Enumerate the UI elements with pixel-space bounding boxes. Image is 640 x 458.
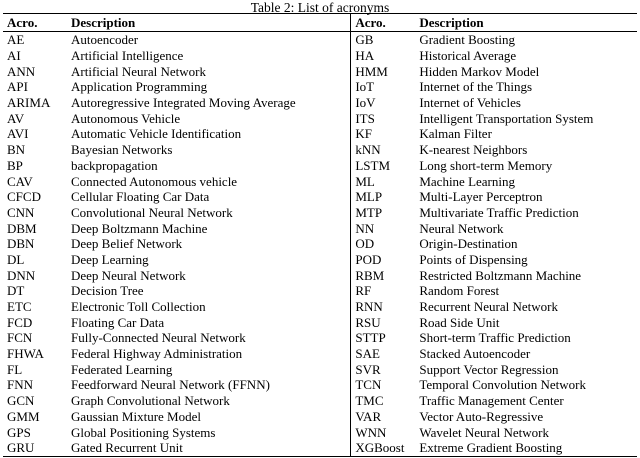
acronym-right: RNN: [355, 299, 383, 315]
description-right: Extreme Gradient Boosting: [419, 440, 563, 456]
table-row: [3, 409, 637, 425]
description-left: Bayesian Networks: [67, 142, 351, 158]
description-left: Automatic Vehicle Identification: [67, 126, 351, 142]
description-right: Recurrent Neural Network: [419, 299, 558, 315]
description-left: Electronic Toll Collection: [67, 299, 351, 315]
table-row: [3, 95, 637, 111]
description-left: Convolutional Neural Network: [67, 205, 351, 221]
header-acro-left: Acro.: [7, 15, 38, 30]
description-left: Deep Boltzmann Machine: [67, 220, 351, 236]
header-description-left: Description: [67, 14, 351, 32]
description-right: Intelligent Transportation System: [419, 110, 594, 126]
acronym-right: RSU: [355, 314, 381, 330]
acronym-right: HA: [355, 48, 375, 64]
table-row: [3, 220, 637, 236]
table-row: [3, 173, 637, 189]
acronym-right: OD: [355, 236, 375, 252]
description-left: Floating Car Data: [67, 314, 351, 330]
table-row: [3, 252, 637, 268]
acronym-right: MTP: [355, 204, 383, 220]
table-caption: Table 2: List of acronyms: [250, 0, 390, 15]
description-right: Kalman Filter: [419, 126, 492, 142]
header-acro-right: Acro.: [355, 15, 386, 30]
description-left: Deep Neural Network: [67, 267, 351, 283]
table-row: [3, 424, 637, 440]
description-left: Feedforward Neural Network (FFNN): [67, 377, 351, 393]
acronym-left: BP: [7, 157, 23, 173]
table-row: [3, 48, 637, 64]
table-row: [3, 283, 637, 299]
table-row: [3, 361, 637, 377]
acronym-left: ANN: [7, 63, 36, 79]
description-right: Short-term Traffic Prediction: [419, 330, 571, 346]
acronym-right: VAR: [355, 408, 382, 424]
acronym-right: IoV: [355, 95, 376, 111]
acronym-right: TMC: [355, 393, 384, 409]
description-right: Gradient Boosting: [419, 32, 516, 48]
description-right: Multivariate Traffic Prediction: [419, 204, 579, 220]
acronym-right: RBM: [355, 267, 385, 283]
acronym-left: FCD: [7, 314, 33, 330]
acronym-left: CNN: [7, 204, 35, 220]
description-right: Origin-Destination: [419, 236, 518, 252]
acronym-right: RF: [355, 283, 372, 299]
acronym-left: FCN: [7, 330, 33, 346]
description-left: backpropagation: [67, 158, 351, 174]
description-left: Autoencoder: [67, 32, 351, 48]
description-right: Vector Auto-Regressive: [419, 408, 544, 424]
acronym-left: DBM: [7, 220, 37, 236]
description-right: Temporal Convolution Network: [419, 377, 586, 393]
acronym-left: GRU: [7, 440, 35, 456]
acronym-left: DNN: [7, 267, 36, 283]
description-left: Artificial Intelligence: [67, 48, 351, 64]
acronym-left: BN: [7, 142, 26, 158]
acronym-right: ML: [355, 173, 375, 189]
description-left: Cellular Floating Car Data: [67, 189, 351, 205]
description-left: Autonomous Vehicle: [67, 110, 351, 126]
description-right: Road Side Unit: [419, 314, 500, 330]
acronym-left: AI: [7, 48, 21, 64]
description-right: Machine Learning: [419, 173, 515, 189]
table-row: [3, 126, 637, 142]
acronym-left: GMM: [7, 408, 40, 424]
description-right: Multi-Layer Perceptron: [419, 189, 543, 205]
acronym-left: FL: [7, 361, 23, 377]
description-right: Restricted Boltzmann Machine: [419, 267, 582, 283]
acronym-right: MLP: [355, 189, 383, 205]
acronym-right: KF: [355, 126, 372, 142]
description-right: Points of Dispensing: [419, 251, 528, 267]
description-right: Internet of Vehicles: [419, 95, 521, 111]
acronym-right: IoT: [355, 79, 375, 95]
acronym-left: CAV: [7, 173, 33, 189]
description-right: Internet of the Things: [419, 79, 533, 95]
table-row: [3, 346, 637, 362]
table-row: [3, 63, 637, 79]
acronym-left: AV: [7, 110, 25, 126]
table-row: [3, 377, 637, 393]
table-row: [3, 267, 637, 283]
acronym-right: WNN: [355, 424, 387, 440]
description-right: Random Forest: [419, 283, 500, 299]
description-left: Graph Convolutional Network: [67, 393, 351, 409]
acronym-left: ETC: [7, 299, 32, 315]
description-left: Artificial Neural Network: [67, 63, 351, 79]
acronym-right: SVR: [355, 361, 381, 377]
acronyms-table: [3, 13, 637, 457]
table-row: [3, 299, 637, 315]
description-left: Decision Tree: [67, 283, 351, 299]
acronym-left: GCN: [7, 393, 35, 409]
acronym-left: GPS: [7, 424, 31, 440]
description-left: Federal Highway Administration: [67, 346, 351, 362]
table-row: [3, 440, 637, 456]
description-left: Deep Belief Network: [67, 236, 351, 252]
description-left: Fully-Connected Neural Network: [67, 330, 351, 346]
description-right: Support Vector Regression: [419, 361, 559, 377]
table-row: [3, 330, 637, 346]
acronym-left: FHWA: [7, 346, 44, 362]
table-row: [3, 142, 637, 158]
acronym-left: FNN: [7, 377, 34, 393]
acronym-left: CFCD: [7, 189, 41, 205]
acronym-left: DBN: [7, 236, 35, 252]
acronym-left: DT: [7, 283, 25, 299]
acronym-right: POD: [355, 251, 382, 267]
acronym-right: SAE: [355, 346, 380, 362]
description-left: Gated Recurrent Unit: [67, 440, 351, 456]
description-right: Historical Average: [419, 48, 517, 64]
table-header-row: [3, 14, 637, 32]
acronym-left: AE: [7, 32, 25, 48]
acronym-left: AVI: [7, 126, 29, 142]
acronym-right: ITS: [355, 110, 375, 126]
description-right: Hidden Markov Model: [419, 63, 540, 79]
table-row: [3, 110, 637, 126]
acronym-right: GB: [355, 32, 374, 48]
description-right: Stacked Autoencoder: [419, 346, 531, 362]
description-right: Wavelet Neural Network: [419, 424, 549, 440]
table-row: [3, 393, 637, 409]
acronym-right: STTP: [355, 330, 386, 346]
table-row: [3, 236, 637, 252]
acronym-right: HMM: [355, 63, 388, 79]
acronym-left: ARIMA: [7, 95, 51, 111]
acronym-left: API: [7, 79, 28, 95]
acronym-right: XGBoost: [355, 440, 405, 456]
description-left: Gaussian Mixture Model: [67, 409, 351, 425]
description-right: K-nearest Neighbors: [419, 142, 528, 158]
table-row: [3, 314, 637, 330]
table-row: [3, 205, 637, 221]
acronym-right: kNN: [355, 142, 381, 158]
table-row: [3, 32, 637, 48]
table-row: [3, 158, 637, 174]
acronym-left: DL: [7, 251, 25, 267]
description-right: Traffic Management Center: [419, 393, 564, 409]
description-left: Connected Autonomous vehicle: [67, 173, 351, 189]
header-description-right: Description: [419, 15, 484, 30]
description-left: Deep Learning: [67, 252, 351, 268]
description-right: Neural Network: [419, 220, 504, 236]
description-left: Application Programming: [67, 79, 351, 95]
acronym-right: TCN: [355, 377, 382, 393]
description-left: Global Positioning Systems: [67, 424, 351, 440]
acronym-right: LSTM: [355, 157, 391, 173]
table-row: [3, 79, 637, 95]
description-left: Autoregressive Integrated Moving Average: [67, 95, 351, 111]
table-row: [3, 189, 637, 205]
description-left: Federated Learning: [67, 361, 351, 377]
acronym-right: NN: [355, 220, 375, 236]
description-right: Long short-term Memory: [419, 157, 553, 173]
